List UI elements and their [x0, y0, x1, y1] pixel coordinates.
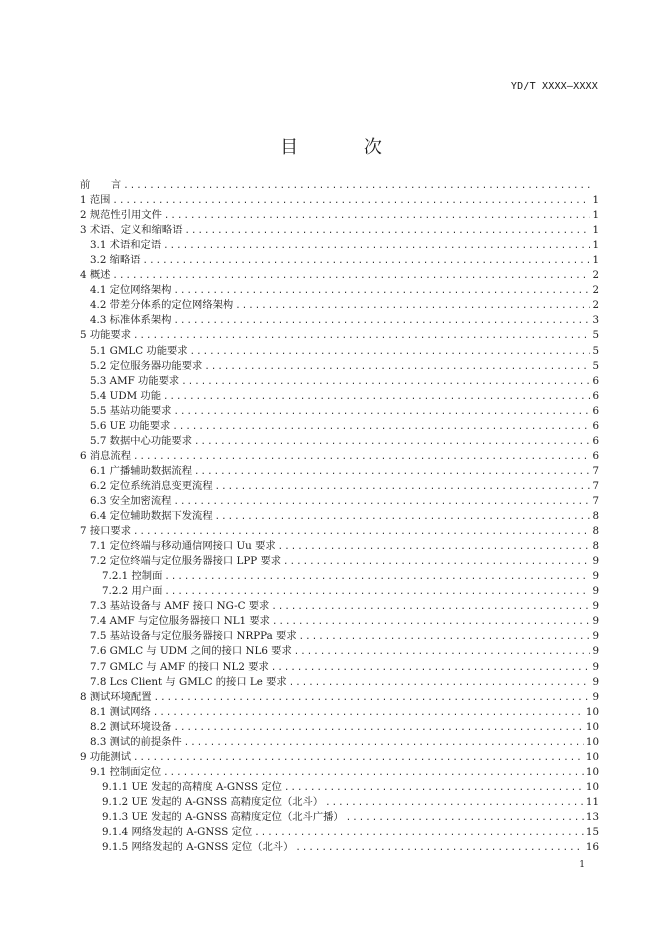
toc-leader-dots — [164, 570, 590, 585]
toc-leader-dots — [172, 420, 590, 435]
toc-leader-dots — [173, 495, 590, 510]
toc-entry-page: 16 — [585, 841, 599, 854]
toc-entry-title: 5 功能要求 — [80, 329, 132, 342]
toc-entry-page: 5 — [592, 344, 599, 357]
page-number: 1 — [579, 860, 585, 870]
toc-entry[interactable] — [80, 298, 599, 313]
toc-entry-page: 10 — [585, 720, 599, 733]
toc-entry[interactable] — [80, 810, 599, 825]
toc-entry-title: 5.2 定位服务器功能要求 — [90, 359, 203, 372]
toc-entry-title: 8.2 测试环境设备 — [90, 720, 172, 733]
toc-entry[interactable] — [80, 434, 599, 449]
toc-entry[interactable] — [80, 253, 599, 268]
toc-entry-title: 7.8 Lcs Client 与 GMLC 的接口 Le 要求 — [90, 675, 287, 688]
toc-entry[interactable] — [80, 464, 599, 479]
toc-entry-title: 8 测试环境配置 — [80, 690, 152, 703]
toc-entry-title: 6.4 定位辅助数据下发流程 — [90, 510, 213, 523]
toc-entry[interactable] — [80, 660, 599, 675]
toc-entry-title: 7 接口要求 — [80, 525, 132, 538]
toc-entry-page: 10 — [585, 735, 599, 748]
toc-leader-dots — [190, 345, 591, 360]
toc-entry[interactable] — [80, 419, 599, 434]
toc-entry-page: 2 — [592, 299, 599, 312]
toc-entry-title: 5.4 UDM 功能 — [90, 389, 161, 402]
toc-entry-title: 5.1 GMLC 功能要求 — [90, 344, 188, 357]
toc-entry-page: 10 — [585, 780, 599, 793]
toc-entry-title: 6.2 定位系统消息变更流程 — [90, 479, 213, 492]
toc-entry-page: 8 — [592, 540, 599, 553]
toc-leader-dots — [173, 405, 590, 420]
toc-leader-dots — [123, 179, 591, 194]
toc-entry-title: 7.3 基站设备与 AMF 接口 NG-C 要求 — [90, 600, 270, 613]
toc-entry[interactable] — [80, 765, 599, 780]
toc-leader-dots — [143, 254, 591, 269]
toc-leader-dots — [346, 811, 584, 826]
toc-entry-page: 10 — [585, 705, 599, 718]
toc-entry-title: 前 言 — [80, 179, 122, 191]
toc-entry[interactable] — [80, 569, 599, 584]
toc-entry[interactable] — [80, 705, 599, 720]
toc-leader-dots — [194, 465, 590, 480]
toc-entry[interactable] — [80, 720, 599, 735]
toc-entry-title: 7.5 基站设备与定位服务器接口 NRPPa 要求 — [90, 630, 297, 643]
toc-leader-dots — [173, 284, 590, 299]
toc-entry[interactable] — [80, 268, 599, 283]
toc-leader-dots — [153, 706, 584, 721]
toc-leader-dots — [215, 510, 591, 525]
toc-entry-page: 6 — [592, 374, 599, 387]
toc-entry[interactable] — [80, 825, 599, 840]
toc-entry-page: 9 — [592, 675, 599, 688]
toc-leader-dots — [215, 480, 591, 495]
toc-entry-title: 9.1.1 UE 发起的高精度 A-GNSS 定位 — [102, 780, 282, 793]
toc-entry-title: 9.1 控制面定位 — [90, 765, 162, 778]
toc-leader-dots — [185, 224, 591, 239]
toc-entry[interactable] — [80, 735, 599, 750]
toc-entry[interactable] — [80, 313, 599, 328]
toc-entry-title: 8.1 测试网络 — [90, 705, 151, 718]
toc-leader-dots — [133, 751, 584, 766]
toc-leader-dots — [325, 796, 584, 811]
toc-entry-page: 6 — [592, 419, 599, 432]
toc-entry-title: 9 功能测试 — [80, 750, 132, 763]
toc-entry-title: 8.3 测试的前提条件 — [90, 735, 182, 748]
toc-entry[interactable] — [80, 509, 599, 524]
toc-leader-dots — [284, 781, 584, 796]
toc-entry-title: 3.1 术语和定语 — [90, 239, 162, 252]
toc-entry-title: 7.4 AMF 与定位服务器接口 NL1 要求 — [90, 615, 270, 628]
toc-entry-title: 6.3 安全加密流程 — [90, 494, 172, 507]
toc-leader-dots — [133, 450, 590, 465]
toc-entry-title: 7.2 定位终端与定位服务器接口 LPP 要求 — [90, 555, 282, 568]
toc-entry[interactable] — [80, 599, 599, 614]
toc-entry-title: 7.2.1 控制面 — [102, 570, 163, 583]
toc-leader-dots — [271, 600, 590, 615]
toc-entry-title: 4.1 定位网络架构 — [90, 284, 172, 297]
toc-entry[interactable] — [80, 494, 599, 509]
toc-entry[interactable] — [80, 404, 599, 419]
toc-entry-page: 9 — [592, 660, 599, 673]
toc-leader-dots — [163, 390, 590, 405]
toc-entry-title: 7.1 定位终端与移动通信网接口 Uu 要求 — [90, 540, 276, 553]
toc-leader-dots — [163, 766, 584, 781]
toc-entry-page: 2 — [592, 269, 599, 282]
toc-entry-page: 1 — [592, 194, 599, 207]
toc-entry-page: 6 — [592, 434, 599, 447]
toc-entry[interactable] — [80, 750, 599, 765]
toc-entry-page: 1 — [592, 224, 599, 237]
toc-entry-page: 10 — [585, 765, 599, 778]
toc-entry-title: 4.3 标准体系架构 — [90, 314, 172, 327]
toc-entry[interactable] — [80, 840, 599, 855]
toc-leader-dots — [204, 360, 590, 375]
toc-leader-dots — [299, 630, 591, 645]
toc-entry[interactable] — [80, 283, 599, 298]
toc-entry-title: 4 概述 — [80, 269, 111, 282]
toc-leader-dots — [133, 329, 590, 344]
toc-entry[interactable] — [80, 795, 599, 810]
toc-entry[interactable] — [80, 328, 599, 343]
toc-leader-dots — [289, 676, 591, 691]
toc-leader-dots — [181, 375, 590, 390]
toc-entry[interactable] — [80, 208, 599, 223]
document-id: YD/T XXXX—XXXX — [510, 81, 598, 92]
toc-entry[interactable] — [80, 223, 599, 238]
toc-entry-page: 3 — [592, 314, 599, 327]
toc-entry-page: 11 — [585, 795, 599, 808]
toc-entry-title: 5.5 基站功能要求 — [90, 404, 172, 417]
toc-entry-page: 8 — [592, 525, 599, 538]
toc-entry-page: 6 — [592, 389, 599, 402]
toc-leader-dots — [112, 194, 590, 209]
toc-entry-page: 5 — [592, 329, 599, 342]
toc-entry[interactable] — [80, 644, 599, 659]
toc-leader-dots — [184, 736, 584, 751]
toc-leader-dots — [163, 239, 590, 254]
toc-entry-page: 2 — [592, 284, 599, 297]
toc-entry[interactable] — [80, 629, 599, 644]
toc-leader-dots — [272, 615, 590, 630]
toc-leader-dots — [133, 525, 590, 540]
toc-entry[interactable] — [80, 690, 599, 705]
toc-entry-page: 9 — [592, 600, 599, 613]
toc-entry-title: 7.6 GMLC 与 UDM 之间的接口 NL6 要求 — [90, 645, 292, 658]
toc-entry-title: 2 规范性引用文件 — [80, 209, 162, 222]
toc-entry-page: 8 — [592, 510, 599, 523]
table-of-contents — [80, 178, 599, 855]
toc-entry[interactable] — [80, 780, 599, 795]
toc-entry-title: 5.6 UE 功能要求 — [90, 419, 171, 432]
toc-entry-title: 3 术语、定义和缩略语 — [80, 224, 183, 237]
toc-leader-dots — [295, 841, 584, 856]
toc-leader-dots — [164, 585, 590, 600]
toc-entry-page: 9 — [592, 645, 599, 658]
toc-entry[interactable] — [80, 554, 599, 569]
toc-leader-dots — [112, 269, 590, 284]
toc-leader-dots — [294, 645, 591, 660]
toc-leader-dots — [254, 826, 584, 841]
toc-entry-page: 7 — [592, 479, 599, 492]
toc-entry[interactable] — [80, 193, 599, 208]
toc-entry[interactable] — [80, 344, 599, 359]
toc-leader-dots — [283, 555, 590, 570]
toc-entry[interactable] — [80, 359, 599, 374]
toc-entry[interactable] — [80, 449, 599, 464]
toc-entry-page: 6 — [592, 449, 599, 462]
toc-entry-page: 9 — [592, 585, 599, 598]
toc-entry-title: 9.1.3 UE 发起的 A-GNSS 高精度定位（北斗广播） — [102, 810, 344, 823]
toc-entry-page: 7 — [592, 464, 599, 477]
toc-entry-page: 1 — [592, 254, 599, 267]
toc-entry-page: 7 — [592, 494, 599, 507]
toc-entry-title: 1 范围 — [80, 194, 111, 207]
toc-entry-title: 6.1 广播辅助数据流程 — [90, 464, 193, 477]
toc-entry-page: 10 — [585, 750, 599, 763]
toc-entry[interactable] — [80, 614, 599, 629]
toc-leader-dots — [194, 435, 590, 450]
toc-entry[interactable] — [80, 238, 599, 253]
toc-entry-page: 6 — [592, 404, 599, 417]
toc-entry-title: 5.3 AMF 功能要求 — [90, 374, 180, 387]
toc-entry-title: 9.1.2 UE 发起的 A-GNSS 高精度定位（北斗） — [102, 795, 324, 808]
toc-entry-page: 9 — [592, 615, 599, 628]
toc-leader-dots — [164, 209, 591, 224]
toc-entry[interactable] — [80, 539, 599, 554]
toc-entry-page: 9 — [592, 690, 599, 703]
toc-entry[interactable] — [80, 389, 599, 404]
toc-entry-page: 9 — [592, 555, 599, 568]
toc-leader-dots — [278, 540, 591, 555]
toc-entry[interactable] — [80, 178, 599, 193]
toc-entry[interactable] — [80, 675, 599, 690]
toc-entry-page: 5 — [592, 359, 599, 372]
toc-entry[interactable] — [80, 584, 599, 599]
toc-entry-title: 9.1.5 网络发起的 A-GNSS 定位（北斗） — [102, 841, 294, 854]
page-title: 目 次 — [280, 137, 412, 158]
toc-entry-title: 7.7 GMLC 与 AMF 的接口 NL2 要求 — [90, 660, 269, 673]
toc-entry-page: 1 — [592, 239, 599, 252]
toc-entry[interactable] — [80, 374, 599, 389]
toc-entry-page: 13 — [585, 810, 599, 823]
toc-leader-dots — [154, 691, 591, 706]
toc-entry-title: 5.7 数据中心功能要求 — [90, 434, 193, 447]
toc-entry[interactable] — [80, 479, 599, 494]
toc-entry-title: 7.2.2 用户面 — [102, 585, 163, 598]
toc-leader-dots — [271, 661, 591, 676]
toc-entry-page: 15 — [585, 826, 599, 839]
toc-entry-title: 3.2 缩略语 — [90, 254, 141, 267]
toc-leader-dots — [173, 314, 590, 329]
toc-entry-title: 4.2 带差分体系的定位网络架构 — [90, 299, 234, 312]
toc-entry-title: 9.1.4 网络发起的 A-GNSS 定位 — [102, 826, 253, 839]
toc-leader-dots — [235, 299, 590, 314]
toc-entry-page: 1 — [592, 209, 599, 222]
toc-entry[interactable] — [80, 524, 599, 539]
toc-leader-dots — [173, 721, 583, 736]
toc-entry-title: 6 消息流程 — [80, 449, 132, 462]
toc-entry-page: 9 — [592, 570, 599, 583]
toc-entry-page: 9 — [592, 630, 599, 643]
